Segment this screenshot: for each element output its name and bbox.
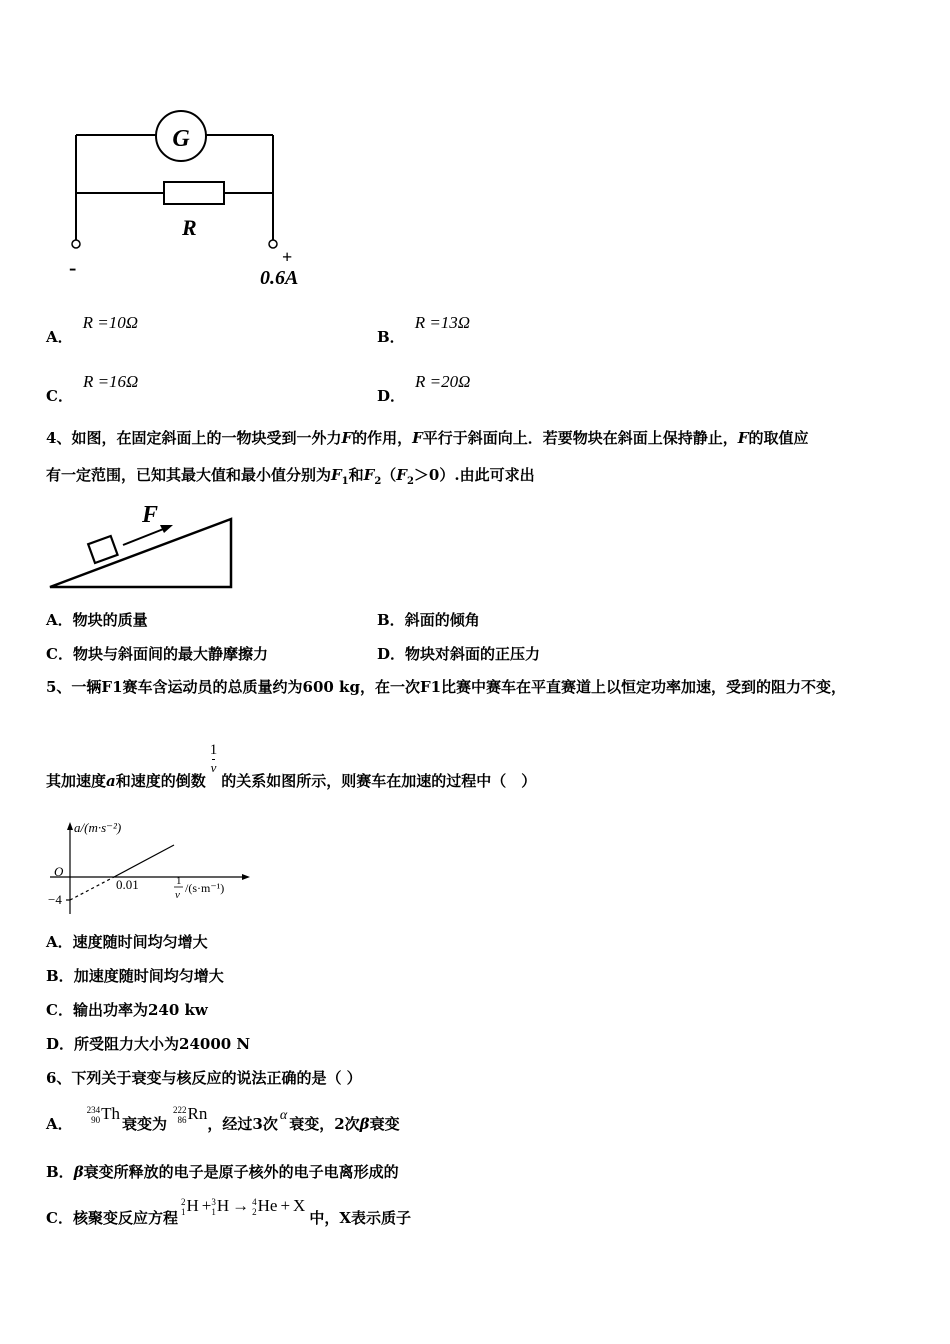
plus-label: + <box>282 247 293 267</box>
atomic-number: 1 <box>180 1207 186 1217</box>
force-label: F <box>142 502 159 528</box>
option-value: R =16Ω <box>82 372 139 391</box>
incline-triangle <box>50 519 231 587</box>
alpha-symbol: α <box>279 1108 288 1123</box>
minus-terminal <box>72 240 80 248</box>
option-label: B． <box>46 967 74 985</box>
force-symbol: F <box>412 429 423 447</box>
option-text: 物块对斜面的正压力 <box>405 645 541 663</box>
stem-text: ＞0） <box>413 466 455 484</box>
question-number: 4、 <box>46 429 72 447</box>
option-label: A． <box>46 611 73 629</box>
option-label: D． <box>46 1035 75 1053</box>
mass-number: 4 <box>252 1197 257 1207</box>
option-label: C． <box>46 645 73 663</box>
y-intercept-label: −4 <box>48 892 62 907</box>
q3-option-b[interactable] <box>377 313 471 346</box>
tritium-numbers <box>211 1197 216 1217</box>
stem-text: 有一定范围，已知其最大值和最小值分别为 <box>46 466 332 484</box>
q4-option-c[interactable] <box>46 644 268 664</box>
fraction-numerator: 1 <box>209 742 218 758</box>
option-text: 物块的质量 <box>72 611 148 629</box>
option-value: R =10Ω <box>82 313 139 332</box>
thorium-symbol: Th <box>101 1104 121 1123</box>
stem-text: 的关系如图所示，则赛车在加速的过程中（ ） <box>221 771 537 790</box>
unknown-particle-symbol: X <box>293 1196 306 1215</box>
resistor-symbol <box>164 182 224 204</box>
force-symbol: F <box>737 429 749 447</box>
plus-sign: + <box>201 1196 212 1215</box>
radon-nuclide-numbers <box>173 1105 187 1125</box>
q6-option-b[interactable] <box>46 1162 399 1182</box>
atomic-number: 1 <box>211 1207 216 1217</box>
reciprocal-velocity-fraction <box>210 741 218 776</box>
option-text: 衰变所释放的电子是原子核外的电子电离形成的 <box>83 1163 399 1181</box>
x-axis-unit: /(s·m⁻¹) <box>185 881 225 895</box>
q4-stem-line1 <box>46 428 808 448</box>
q6-stem: 6、下列关于衰变与核反应的说法正确的是（ ） <box>46 1069 362 1087</box>
hydrogen-symbol: H <box>186 1196 199 1215</box>
subscript: 1 <box>341 476 349 487</box>
plus-terminal <box>269 240 277 248</box>
resistor-label: R <box>182 215 197 240</box>
origin-label: O <box>54 864 64 879</box>
stem-text: 平行于斜面向上．若要物块在斜面上保持静止， <box>422 429 738 447</box>
q3-option-c[interactable] <box>46 372 139 405</box>
hydrogen-symbol: H <box>216 1196 230 1215</box>
q4-option-d[interactable] <box>377 644 540 664</box>
thorium-nuclide-numbers <box>87 1105 101 1125</box>
graph-line-solid <box>114 845 174 877</box>
reaction-arrow: → <box>232 1196 250 1215</box>
force-symbol: F <box>363 466 375 484</box>
option-label: C． <box>46 1001 73 1019</box>
subscript: 2 <box>374 476 382 487</box>
q4-option-b[interactable] <box>377 610 480 630</box>
option-text: 衰变 <box>369 1115 400 1133</box>
force-symbol: F <box>341 429 353 447</box>
x-axis-frac-num: 1 <box>176 875 182 887</box>
option-text: 中，X表示质子 <box>309 1209 411 1227</box>
q5-option-a[interactable] <box>46 932 208 952</box>
force-arrow <box>123 528 166 545</box>
option-text: 物块与斜面间的最大静摩擦力 <box>72 645 268 663</box>
q5-stem-line1: 5、一辆F1赛车含运动员的总质量约为600 kg，在一次F1比赛中赛车在平直赛道上以恒定功率加速，受到的阻力不变， <box>46 678 847 696</box>
q5-stem-line2 <box>46 740 537 790</box>
stem-text: .由此可求出 <box>454 466 535 484</box>
current-label: 0.6A <box>260 267 299 289</box>
mass-number: 3 <box>211 1197 216 1207</box>
atomic-number: 2 <box>252 1207 257 1217</box>
acceleration-symbol: a <box>106 771 116 790</box>
option-label: A． <box>46 933 73 951</box>
y-axis-label: a/(m·s⁻²) <box>74 820 122 835</box>
option-label: B． <box>46 1163 74 1181</box>
stem-text: 的取值应 <box>748 429 809 447</box>
subscript: 2 <box>406 476 414 487</box>
x-axis-arrow <box>242 874 250 880</box>
minus-label: - <box>69 255 77 280</box>
circuit-diagram <box>50 105 330 295</box>
option-label: C． <box>46 1209 73 1227</box>
option-text: 衰变为 <box>122 1115 168 1133</box>
q5-option-c[interactable] <box>46 1000 208 1020</box>
block-on-incline <box>88 536 117 563</box>
x-axis-frac-den: v <box>175 889 180 901</box>
option-value: R =13Ω <box>414 313 471 332</box>
option-text: 加速度随时间均匀增大 <box>73 967 224 985</box>
atomic-number: 90 <box>91 1115 101 1125</box>
galvanometer-label: G <box>172 126 190 152</box>
mass-number: 2 <box>180 1197 186 1207</box>
q5-option-b[interactable] <box>46 966 224 986</box>
deuterium-numbers <box>181 1197 186 1217</box>
option-text: 输出功率为240 kw <box>72 1001 208 1019</box>
q4-stem-line2 <box>46 465 535 492</box>
stem-text: 如图，在固定斜面上的一物块受到一外力 <box>71 429 342 447</box>
x-intercept-label: 0.01 <box>116 877 139 892</box>
stem-text: 其加速度 <box>46 771 107 790</box>
q5-option-d[interactable] <box>46 1034 250 1054</box>
graph-line-dashed <box>70 877 114 900</box>
fraction-denominator: v <box>210 760 217 775</box>
stem-text: （ <box>381 466 397 484</box>
option-value: R =20Ω <box>415 372 471 391</box>
helium-symbol: He <box>257 1196 278 1215</box>
option-text: 核聚变反应方程 <box>72 1209 178 1227</box>
radon-symbol: Rn <box>187 1104 208 1123</box>
option-text: ，经过3次 <box>207 1115 278 1133</box>
helium-numbers <box>252 1197 257 1217</box>
beta-symbol: β <box>359 1115 370 1133</box>
option-label: B． <box>377 328 405 346</box>
stem-text: 和速度的倒数 <box>115 771 206 790</box>
option-label: D． <box>377 387 406 405</box>
mass-number: 234 <box>86 1105 101 1115</box>
option-label: D． <box>377 645 406 663</box>
q6-option-a[interactable] <box>46 1104 400 1133</box>
beta-symbol: β <box>73 1163 84 1181</box>
force-symbol: F <box>331 466 342 484</box>
option-label: B． <box>377 611 405 629</box>
option-label: C． <box>46 387 73 405</box>
option-text: 速度随时间均匀增大 <box>72 933 208 951</box>
option-text: 所受阻力大小为24000 N <box>74 1035 251 1053</box>
plus-sign: + <box>280 1196 291 1215</box>
stem-text: 和 <box>348 466 364 484</box>
y-axis-arrow <box>67 822 73 830</box>
q4-option-a[interactable] <box>46 610 148 630</box>
q3-option-a[interactable] <box>46 313 139 346</box>
force-symbol: F <box>396 466 407 484</box>
atomic-number: 86 <box>177 1115 187 1125</box>
stem-text: 的作用， <box>352 429 413 447</box>
q3-option-d[interactable] <box>377 372 471 405</box>
option-text: 衰变，2次 <box>289 1115 360 1133</box>
incline-figure <box>46 500 236 592</box>
option-label: A． <box>46 1115 73 1133</box>
option-text: 斜面的倾角 <box>404 611 480 629</box>
mass-number: 222 <box>173 1105 187 1115</box>
option-label: A． <box>46 328 73 346</box>
a-vs-inverse-v-graph <box>46 814 256 914</box>
q6-option-c[interactable] <box>46 1196 411 1227</box>
